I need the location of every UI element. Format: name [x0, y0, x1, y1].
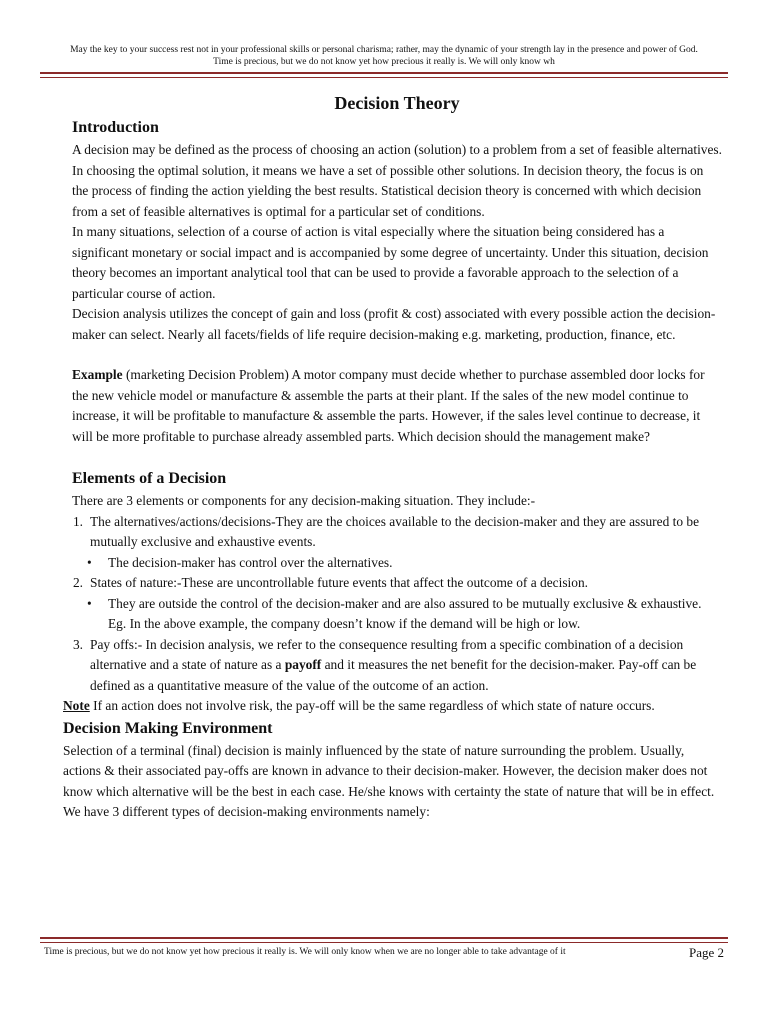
environment-paragraph-2: We have 3 different types of decision-making environments namely:: [63, 804, 430, 819]
example-label: Example: [72, 367, 123, 382]
document-title: Decision Theory: [334, 93, 460, 113]
header-line-2: Time is precious, but we do not know yet how precious it really is. We will only know wh: [213, 57, 555, 67]
header-line-1: May the key to your success rest not in your professional skills or personal charisma; rather, may the dynamic of your strength lay in the presence and power of God.: [70, 45, 698, 55]
payoff-term: payoff: [284, 657, 322, 672]
list-item: [63, 635, 723, 697]
list-item: [63, 573, 723, 594]
environment-heading: Decision Making Environment: [63, 719, 273, 737]
note-label: Note: [63, 698, 90, 713]
footer-text: Time is precious, but we do not know yet how precious it really is. We will only know when we are no longer able to take advantage of it: [44, 947, 566, 957]
list-number: 3.: [72, 636, 83, 652]
list-item-text: States of nature:-These are uncontrollable future events that affect the outcome of a decision.: [90, 575, 588, 590]
intro-paragraph-1: A decision may be defined as the process of choosing an action (solution) to a problem from a set of feasible alternatives. In choosing the optimal solution, it means we have a set of possible other solutions. In decision theory, the focus is on the process of finding the action yielding the best results. Statistical decision theory is concerned with which decision from a set of feasible alternatives is optimal for a particular set of conditions.: [72, 142, 722, 219]
note-text: If an action does not involve risk, the pay-off will be the same regardless of which state of nature occurs.: [89, 698, 655, 713]
list-number: 2.: [72, 575, 83, 590]
intro-paragraph-2: In many situations, selection of a course of action is vital especially where the situation being considered has a significant monetary or social impact and is accompanied by some degree of uncertainty. Under this situation, decision theory becomes an important analytical tool that can be used to provide a favorable approach to the selection of a particular course of action.: [72, 224, 709, 301]
list-item-text: The alternatives/actions/decisions-They are the choices available to the decision-maker and they are assured to be mutually exclusive and exhaustive events.: [90, 513, 700, 549]
bullet-icon: •: [87, 595, 92, 611]
elements-intro: There are 3 elements or components for any decision-making situation. They include:-: [72, 493, 536, 508]
example-text: (marketing Decision Problem) A motor company must decide whether to purchase assembled door locks for the new vehicle model or manufacture & assemble the parts at their plant. If the sales of the new model continue to increase, it will be profitable to manufacture & assemble the parts. However, if the sales level continue to decrease, it will be more profitable to purchase already assembled parts. Which decision should the management make?: [72, 367, 705, 444]
note-paragraph: [63, 696, 723, 717]
list-number: 1.: [72, 513, 83, 529]
bullet-item: [63, 553, 723, 574]
page-header: [40, 44, 728, 68]
page-footer: [44, 945, 724, 959]
page-number: Page 2: [688, 945, 724, 960]
header-rule: [40, 72, 728, 78]
environment-paragraph-1: Selection of a terminal (final) decision is mainly influenced by the state of nature surrounding the problem. Usually, actions & their associated pay-offs are known in advance to their decision-maker. However, the decision maker does not know which alternative will be the best in each case. He/she knows with certainty the state of nature that will be in effect.: [63, 742, 715, 799]
list-item: [63, 512, 723, 553]
bullet-item: [63, 594, 723, 635]
footer-rule: [40, 937, 728, 943]
elements-list: [63, 512, 723, 697]
list-item-text-b: and it measures the net benefit for the decision-maker. Pay-off can be defined as a quantitative measure of the value of the outcome of an action.: [90, 657, 697, 693]
introduction-heading: Introduction: [72, 119, 159, 136]
bullet-icon: •: [87, 554, 92, 570]
intro-paragraph-3: Decision analysis utilizes the concept of gain and loss (profit & cost) associated with every possible action the decision-maker can select. Nearly all facets/fields of life require decision-making e.g. marketing, production, finance, etc.: [72, 306, 716, 342]
document-body: [63, 90, 723, 823]
example-paragraph: [63, 365, 723, 447]
elements-heading: Elements of a Decision: [72, 470, 227, 487]
list-item-text-a: Pay offs:- In decision analysis, we refer to the consequence resulting from a specific combination of a decision alternative and a state of nature as a: [90, 636, 684, 672]
bullet-text: They are outside the control of the decision-maker and are also assured to be mutually exclusive & exhaustive. Eg. In the above example, the company doesn’t know if the demand will be high or low.: [108, 595, 702, 631]
bullet-text: The decision-maker has control over the alternatives.: [108, 554, 393, 570]
